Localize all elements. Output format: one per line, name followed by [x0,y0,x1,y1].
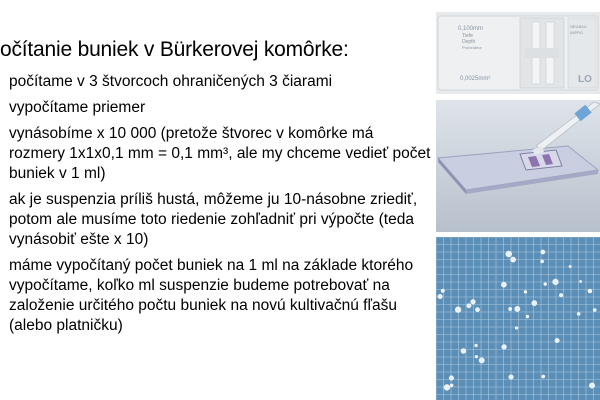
cell [506,251,512,257]
brand-logo: LO [578,74,592,85]
cell [532,301,537,306]
cell [475,355,478,358]
slide-label: Profondeur [462,45,482,50]
cell [479,358,484,363]
cell [509,375,514,380]
slide-label-area: 0,0025mm² [460,76,491,82]
chamber-pipette-photo [436,100,600,232]
microscope-grid-illustration [436,237,600,400]
cell [511,257,516,262]
cell [501,282,506,287]
cell [593,308,596,311]
cell [467,304,471,308]
microscope-grid-photo [436,237,600,400]
cell [475,344,478,347]
bullet-item: vypočítame priemer [9,99,146,116]
slide-label-depth: 0,100mm [458,26,484,32]
cell [471,299,476,304]
cell [449,376,454,381]
bullet-item: máme vypočítaný počet buniek na 1 ml na základe ktorého vypočítame, koľko ml suspenzie budeme potrebovať na založenie určitého počtu buniek na novú kultivačnú fľašu (alebo platničku) [9,257,414,334]
bullet-list [0,72,432,342]
cell [444,385,450,391]
slide-label: IMPRO [570,30,584,35]
slide-label: NEUBAU [570,24,587,29]
cell [553,279,559,285]
counting-slide-illustration [436,12,600,94]
cell [515,327,518,330]
cell [555,338,559,342]
cell [589,383,594,388]
slide-label: Depth [462,39,476,45]
cell [502,345,507,350]
cell [542,375,545,378]
cell [450,384,453,387]
bullet-item: ak je suspenzia príliš hustá, môžeme ju 10-násobne zriediť, potom ale musíme toto riedenie zohľadniť pri výpočte (teda vynásobiť ešte x 10) [9,191,418,248]
bullet-item: vynásobíme x 10 000 (pretože štvorec v komôrke má rozmery 1x1x0,1 mm = 0,1 mm³, ale my chceme vedieť počet buniek v 1 ml) [9,125,431,182]
cell [524,290,527,293]
cell [441,289,445,293]
cell [455,307,461,313]
cell [526,315,529,318]
cell [544,283,547,286]
bullet-item: počítame v 3 štvorcoch ohraničených 3 čiarami [9,73,333,90]
slide-title: očítanie buniek v Bürkerovej komôrke: [0,38,349,61]
cell [515,306,520,311]
cell [509,307,512,310]
cell [569,265,572,268]
chamber-pipette-illustration [436,100,600,232]
slide-label: Tiefe [462,33,473,39]
cell [541,250,545,254]
cell [475,308,479,312]
cell [577,312,580,315]
cell [588,289,592,293]
cell [559,293,563,297]
cell [541,260,544,263]
cell [438,294,443,299]
cell [461,349,466,354]
counting-slide-photo [436,12,600,94]
cell [579,280,581,282]
